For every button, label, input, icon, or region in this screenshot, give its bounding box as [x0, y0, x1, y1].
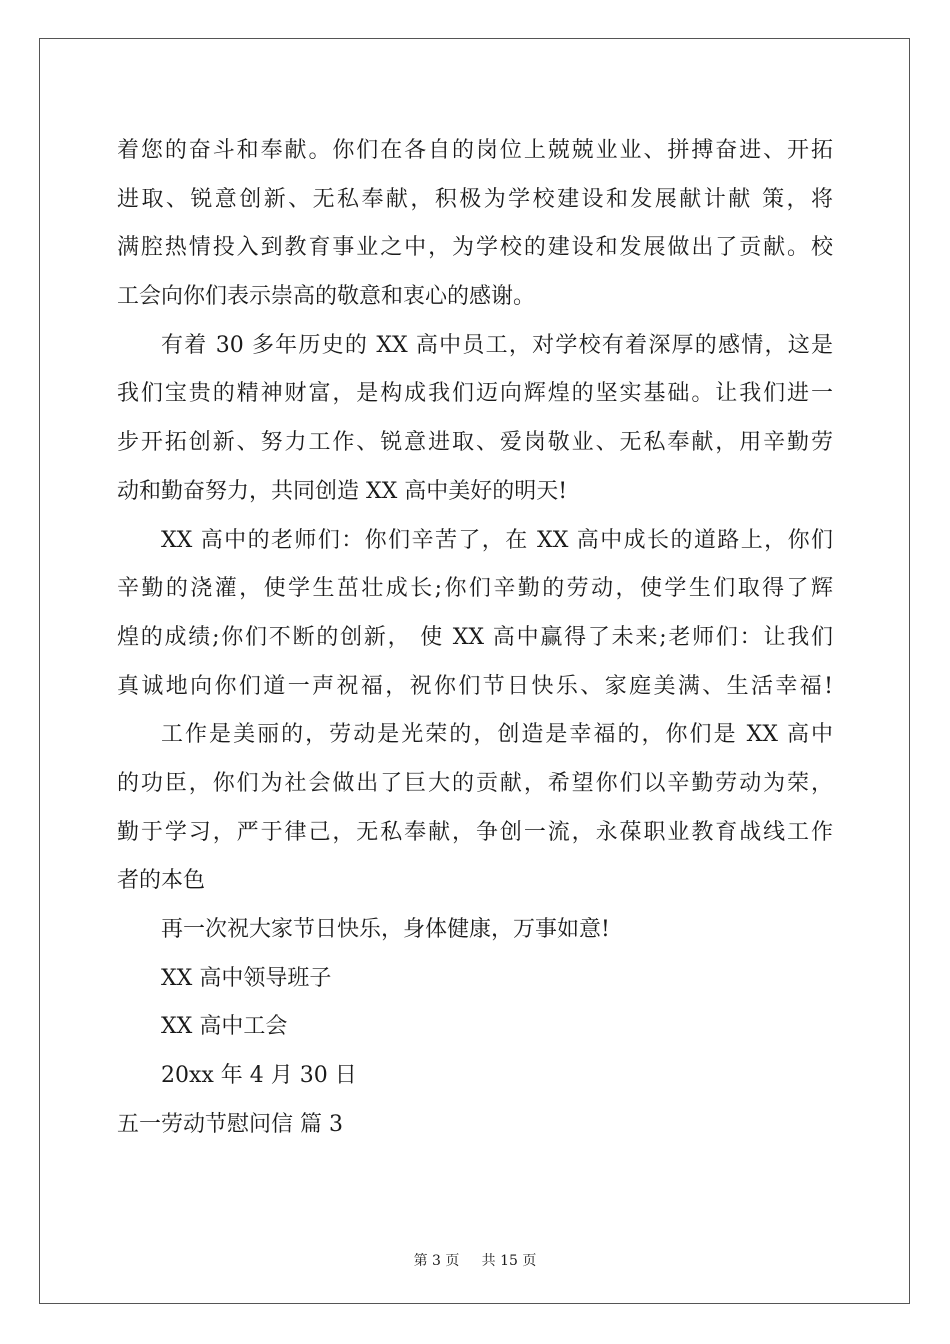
text-line: 动和勤奋努力，共同创造 XX 高中美好的明天!	[117, 478, 568, 504]
text-line: 辛勤的浇灌，使学生茁壮成长;你们辛勤的劳动，使学生们取得了辉	[117, 576, 833, 602]
section-heading: 五一劳动节慰问信 篇 3	[117, 1111, 343, 1137]
text-line: 我们宝贵的精神财富，是构成我们迈向辉煌的坚实基础。让我们进一	[117, 381, 833, 407]
text-line: 工会向你们表示崇高的敬意和衷心的感谢。	[117, 284, 536, 310]
document-body	[117, 127, 833, 1149]
text-line: 的功臣，你们为社会做出了巨大的贡献，希望你们以辛勤劳动为荣，	[117, 770, 833, 796]
text-line: 步开拓创新、努力工作、锐意进取、爱岗敬业、无私奉献，用辛勤劳	[117, 430, 833, 456]
text-line: XX 高中的老师们：你们辛苦了，在 XX 高中成长的道路上，你们	[161, 527, 833, 553]
text-line: 真诚地向你们道一声祝福，祝你们节日快乐、家庭美满、生活幸福!	[117, 673, 833, 699]
page-number: 第 3 页	[413, 1253, 460, 1269]
signature-union: XX 高中工会	[161, 1014, 288, 1040]
text-line: 勤于学习，严于律己，无私奉献，争创一流，永葆职业教育战线工作	[117, 819, 833, 845]
text-line: 工作是美丽的，劳动是光荣的，创造是幸福的，你们是 XX 高中	[161, 722, 833, 748]
signature-leadership: XX 高中领导班子	[161, 965, 332, 991]
text-line: 煌的成绩;你们不断的创新， 使 XX 高中赢得了未来;老师们：让我们	[117, 624, 833, 650]
text-line: 有着 30 多年历史的 XX 高中员工，对学校有着深厚的感情，这是	[161, 332, 833, 358]
text-line: 满腔热情投入到教育事业之中，为学校的建设和发展做出了贡献。校	[117, 235, 833, 261]
text-line: 者的本色	[117, 868, 206, 894]
text-line: 进取、锐意创新、无私奉献，积极为学校建设和发展献计献 策，将	[117, 186, 833, 212]
closing-wish: 再一次祝大家节日快乐，身体健康，万事如意!	[161, 917, 610, 942]
page-footer	[0, 1250, 950, 1270]
signature-date: 20xx 年 4 月 30 日	[161, 1063, 357, 1089]
page-total: 共 15 页	[481, 1253, 537, 1269]
text-line: 着您的奋斗和奉献。你们在各自的岗位上兢兢业业、拼搏奋进、开拓	[117, 138, 833, 163]
